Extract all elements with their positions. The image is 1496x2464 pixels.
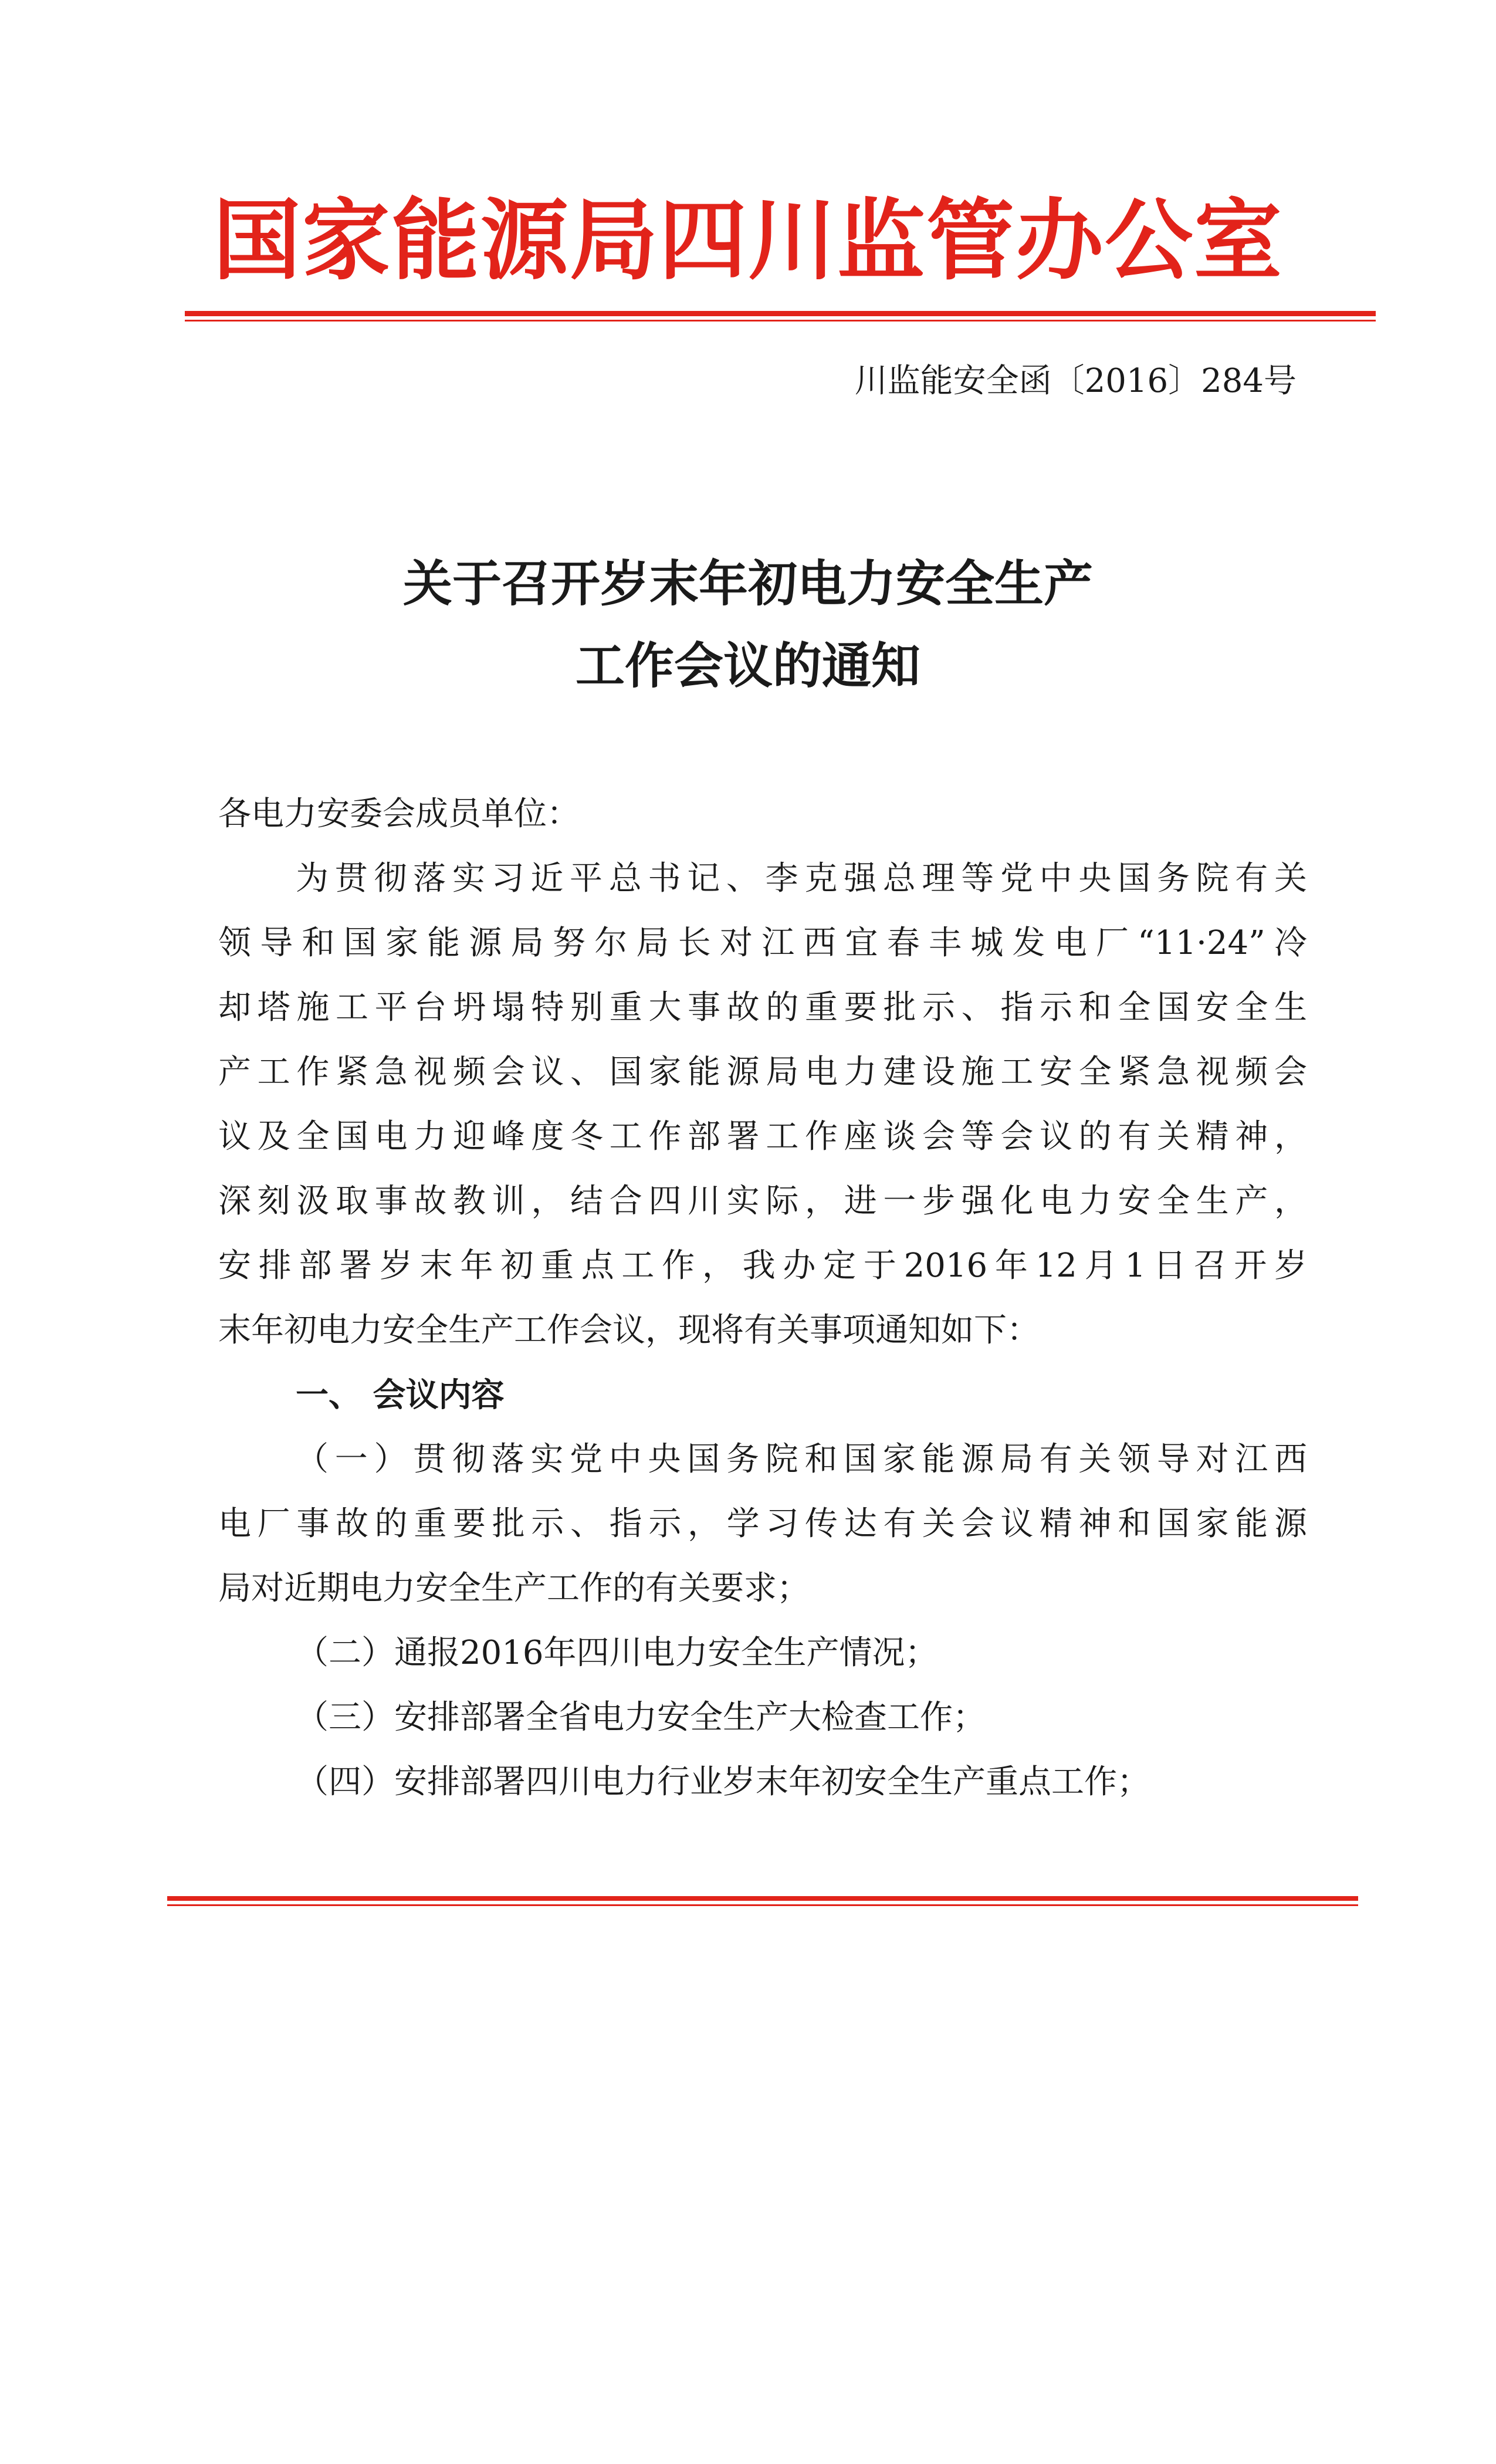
document-number: 川监能安全函〔2016〕284号 bbox=[854, 362, 1297, 400]
intro-line: 为贯彻落实习近平总书记、李克强总理等党中央国务院有关 bbox=[296, 859, 1307, 898]
section-item-line: （一）贯彻落实党中央国务院和国家能源局有关领导对江西 bbox=[296, 1440, 1307, 1478]
footer-red-rule-thick bbox=[167, 1896, 1358, 1901]
intro-line: 却塔施工平台坍塌特别重大事故的重要批示、指示和全国安全生 bbox=[218, 989, 1307, 1027]
section-item: （二）通报2016年四川电力安全生产情况； bbox=[296, 1634, 938, 1672]
document-title-line-2: 工作会议的通知 bbox=[575, 637, 920, 695]
section-item-line: 电厂事故的重要批示、指示，学习传达有关会议精神和国家能源 bbox=[218, 1505, 1307, 1543]
document-title-line-1: 关于召开岁末年初电力安全生产 bbox=[402, 554, 1093, 612]
section-item: （四）安排部署四川电力行业岁末年初安全生产重点工作； bbox=[296, 1763, 1150, 1801]
intro-line: 安排部署岁末年初重点工作，我办定于2016年12月1日召开岁 bbox=[218, 1247, 1307, 1285]
intro-line: 产工作紧急视频会议、国家能源局电力建设施工安全紧急视频会 bbox=[218, 1053, 1307, 1091]
section-heading: 一、 会议内容 bbox=[296, 1376, 505, 1414]
intro-line: 领导和国家能源局努尔局长对江西宜春丰城发电厂“11·24”冷 bbox=[218, 924, 1307, 962]
salutation: 各电力安委会成员单位： bbox=[218, 795, 580, 833]
intro-line: 深刻汲取事故教训，结合四川实际，进一步强化电力安全生产， bbox=[218, 1182, 1307, 1220]
letterhead-red-rule-thin bbox=[185, 320, 1376, 321]
document-body bbox=[218, 782, 1307, 1815]
letterhead-red-rule-thick bbox=[185, 311, 1376, 316]
footer-red-rule-thin bbox=[167, 1904, 1358, 1906]
intro-line: 末年初电力安全生产工作会议，现将有关事项通知如下： bbox=[218, 1311, 1040, 1349]
section-item-line: 局对近期电力安全生产工作的有关要求； bbox=[218, 1569, 810, 1607]
intro-line: 议及全国电力迎峰度冬工作部署工作座谈会等会议的有关精神， bbox=[218, 1118, 1307, 1156]
letterhead-org-name: 国家能源局四川监管办公室 bbox=[212, 189, 1283, 292]
section-item: （三）安排部署全省电力安全生产大检查工作； bbox=[296, 1698, 986, 1737]
